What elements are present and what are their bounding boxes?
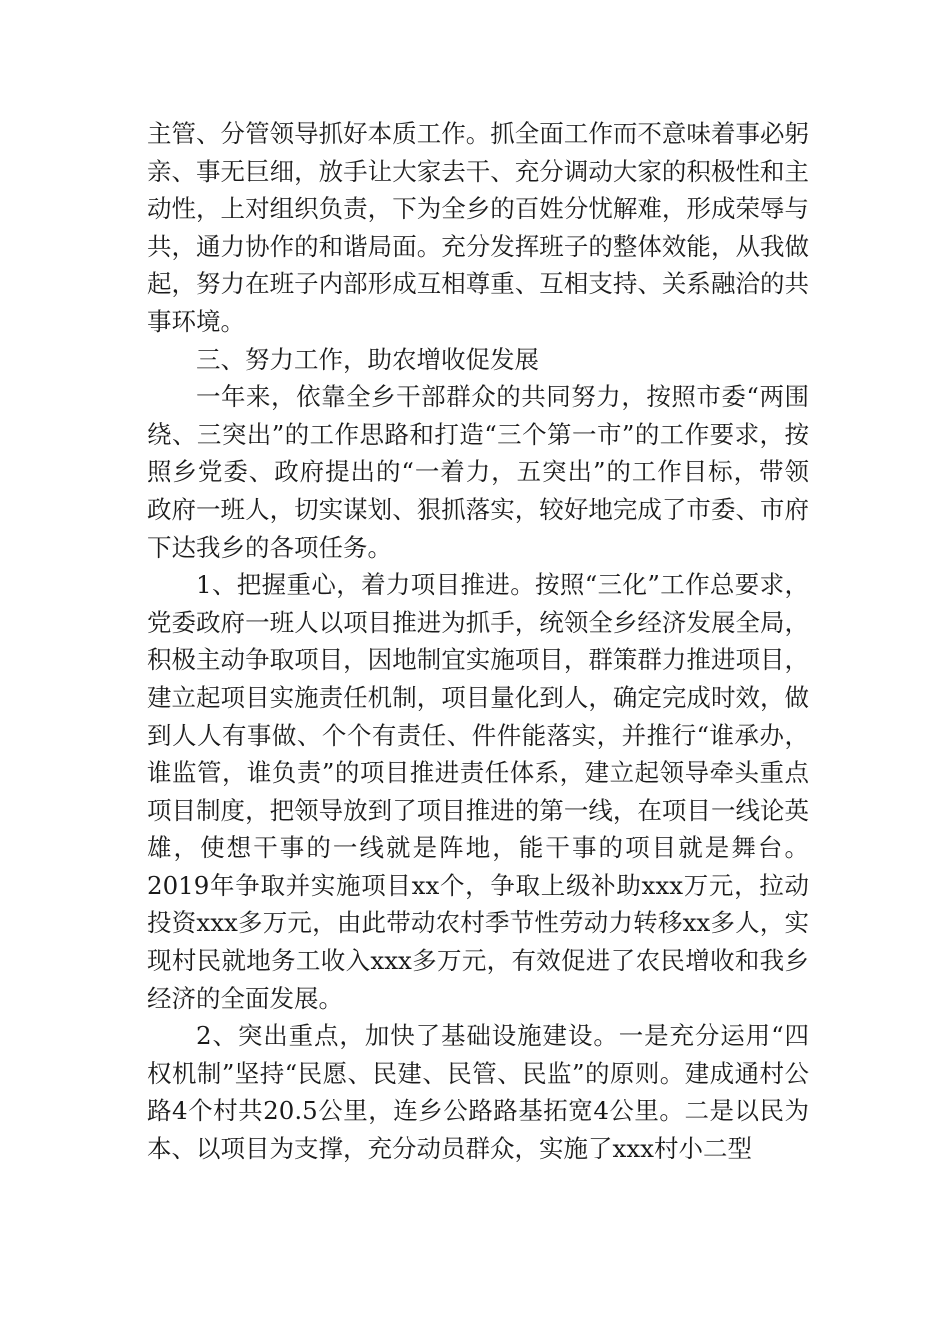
body-paragraph-3: 1、把握重心，着力项目推进。按照“三化”工作总要求，党委政府一班人以项目推进为抓手，统领全乡经济发展全局，积极主动争取项目，因地制宜实施项目，群策群力推进项目，建立起项目实施责任机制，项目量化到人，确定完成时效，做到人人有事做、个个有责任、件件能落实，并推行“谁承办，谁监管，谁负责”的项目推进责任体系，建立起领导牵头重点项目制度，把领导放到了项目推进的第一线，在项目一线论英雄，使想干事的一线就是阵地，能干事的项目就是舞台。2019年争取并实施项目xx个，争取上级补助xxx万元，拉动投资xxx多万元，由此带动农村季节性劳动力转移xx多人，实现村民就地务工收入xxx多万元，有效促进了农民增收和我乡经济的全面发展。 [147,570,809,1013]
body-paragraph-4: 2、突出重点，加快了基础设施建设。一是充分运用“四权机制”坚持“民愿、民建、民管、民监”的原则。建成通村公路4个村共20.5公里，连乡公路路基拓宽4公里。二是以民为本、以项目为支撑，充分动员群众，实施了xxx村小二型 [147,1021,809,1164]
section-heading-3: 三、努力工作，助农增收促发展 [196,344,539,374]
body-paragraph-1: 主管、分管领导抓好本质工作。抓全面工作而不意味着事必躬亲、事无巨细，放手让大家去干、充分调动大家的积极性和主动性，上对组织负责，下为全乡的百姓分忧解难，形成荣辱与共，通力协作的和谐局面。充分发挥班子的整体效能，从我做起，努力在班子内部形成互相尊重、互相支持、关系融洽的共事环境。 [147,119,809,336]
body-paragraph-2: 一年来，依靠全乡干部群众的共同努力，按照市委“两围绕、三突出”的工作思路和打造“三个第一市”的工作要求，按照乡党委、政府提出的“一着力，五突出”的工作目标，带领政府一班人，切实谋划、狠抓落实，较好地完成了市委、市府下达我乡的各项任务。 [147,382,809,562]
document-body [147,115,809,1168]
